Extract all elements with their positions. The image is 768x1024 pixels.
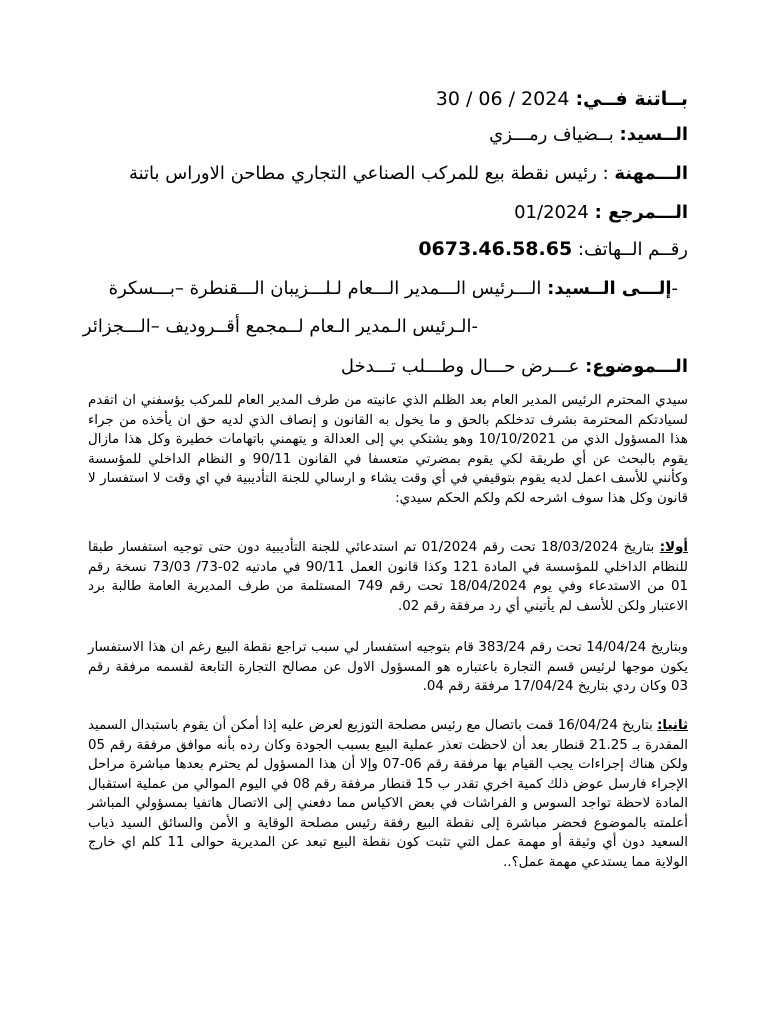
profession-value: : رئيس نقطة بيع للمركب الصناعي التجاري مطاحن الاوراس باتنة	[128, 163, 609, 184]
second-recipient-value: -الـرئيس الـمدير الـعام لــمجمع أقــروديف –الـــجزائر	[82, 316, 478, 337]
first-point-text: بتاريخ 18/03/2024 تحت رقم 01/2024 تم استدعائي للجنة التأديبية دون حتى توجيه استفسار طبقا للنظام الداخلي للمؤسسة في المادة 121 وكذا قانون العمل 90/11 في مادتيه 02-73/ 73/03 نسخة رقم 01 من الاستدعاء وفي يوم 18/04/2024 تحت رقم 749 المستلمة من طرف المديرية العامة طالبة برد الاعتبار ولكن للأسف لم يأتيني أي رد مرفقة رقم 02.	[88, 540, 688, 614]
body-paragraph-inquiry: وبتاريخ 14/04/24 تحت رقم 383/24 قام بتوجيه استفسار لي سبب تراجع نقطة البيع رغم ان هذا الاستفسار يكون موجها لرئيس قسم التجارة باعتباره هو المسؤول الاول عن مصالح التجارة التابعة لقسمه مرفقة رقم 03 وكان ردي بتاريخ 17/04/24 مرفقة رقم 04.	[88, 640, 688, 694]
subject-value: عـــرض حـــال وطـــلب تـــدخل	[340, 356, 580, 377]
reference-value: 01/2024	[514, 202, 589, 223]
second-recipient-line	[83, 316, 478, 337]
profession-label: الـــمهنة	[614, 163, 688, 184]
second-point-text: بتاريخ 16/04/24 قمت باتصال مع رئيس مصلحة التوزيع لعرض عليه إذا أمكن أن يقوم باستبدال السميد المقدرة بـ 21.25 قنطار بعد أن لاحظت تعذر عملية البيع بسبب الجودة وكان رده بأنه موافق مرفقة رقم 05 ولكن هناك إجراءات يجب القيام بها مرفقة رقم 06-07 وإلا أن هذا المسؤول لم يحترم بعدها مباشرة مراحل الإجراء فارسل عوض ذلك كمية اخري تقدر ب 15 قنطار مرفقة رقم 08 في اليوم الموالي من عملية استقبال المادة لاحظة تواجد السوس و الفراشات في بعض الاكياس مما دفعني إلى الاتصال هاتفيا بمسؤولي المباشر أعلمته بالموضوع فحضر مباشرة إلى نقطة البيع رفقة رئيس مصلحة الوقاية و الأمن والسائق السيد ذياب السعيد دون أي وثيقة أو مهمة عمل التي تثبت كون نقطة البيع تبعد عن المديرية حوالى 11 كلم اي خارج الولاية مما يستدعي مهمة عمل؟..	[88, 718, 688, 870]
reference-line	[514, 202, 688, 223]
first-point-label: أولا:	[659, 540, 688, 555]
body-paragraph-intro: سيدي المحترم الرئيس المدير العام بعد الظلم الذي عانيته من طرف المدير العام للمركب يؤسفني ان اتقدم لسيادتكم المحترمة بشرف تدخلكم بالحق و ما يخول به القانون و إنصاف الذي لديه حق ان يأخذه من جراء هذا المسؤول الذي من 10/10/2021 وهو يشتكي بي إلى العدالة و يتهمني باتهامات خطيرة وكل هذا مازال يقوم بالبحث عن أي طريقة لكي يقوم بمضرتي متعسفا في القانون 90/11 و النظام الداخلي للمؤسسة وكأنني للأسف اعمل لديه يقوم بتوقيفي في أي وقت يشاء و ارسالي للجنة التأديبية في اي وقت لا استفسار لا قانون وكل هذا سوف اشرحه لكم ولكم الحكم سيدي:	[88, 393, 688, 506]
subject-line	[341, 356, 688, 377]
recipient-line	[109, 278, 678, 299]
recipient-label: إلـــى الــسيد:	[547, 278, 672, 299]
profession-line	[129, 163, 688, 184]
recipient-prefix: -	[671, 278, 678, 299]
date-line	[436, 88, 688, 110]
body-paragraph-first	[88, 538, 688, 616]
second-point-label: ثانيا:	[657, 718, 688, 733]
recipient-value: الـــرئيس الـــمدير الـــعام لـلـــزيبان الـــقنطرة –بـــسكرة	[108, 278, 542, 299]
sender-name-label: الــسيد:	[619, 124, 688, 145]
reference-label: الـــمرجع :	[594, 202, 688, 223]
body-paragraph-second	[88, 716, 688, 872]
sender-name-line	[489, 124, 688, 145]
date-label: بــاتنة فــي:	[575, 88, 688, 110]
phone-line	[418, 238, 688, 260]
sender-name-value: بــضياف رمـــزي	[489, 124, 614, 145]
subject-label: الـــموضوع:	[585, 356, 688, 377]
date-value: 30 / 06 / 2024	[435, 88, 570, 110]
phone-label: رقــم الــهاتف:	[577, 239, 688, 260]
phone-value: 0673.46.58.65	[418, 238, 573, 260]
